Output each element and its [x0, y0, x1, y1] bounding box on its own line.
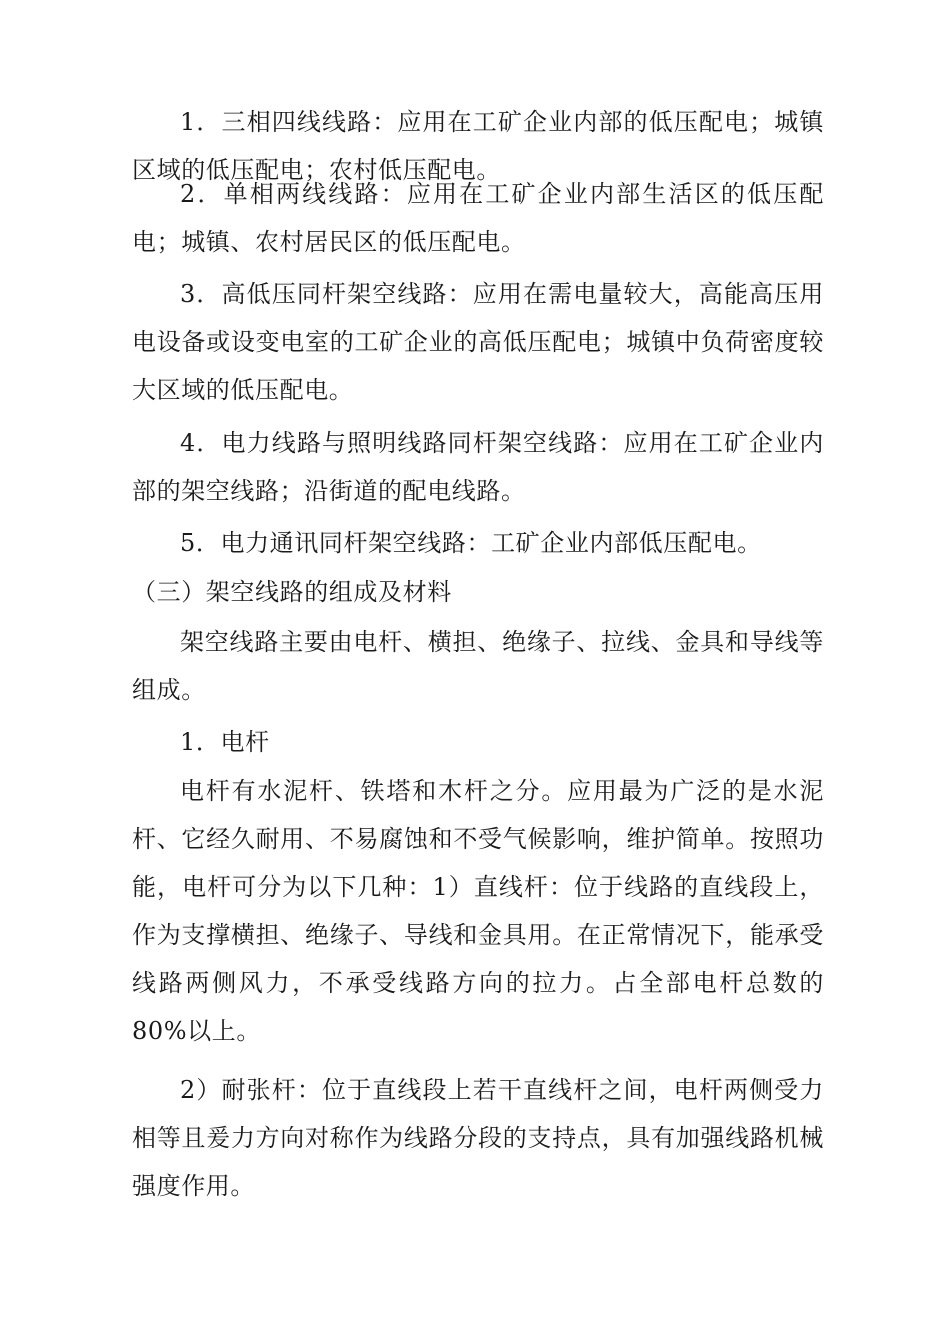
paragraph-power-communication-shared-pole: 5．电力通讯同杆架空线路：工矿企业内部低压配电。	[180, 529, 762, 557]
paragraph-pole-types: 电杆有水泥杆、铁塔和木杆之分。应用最为广泛的是水泥杆、它经久耐用、不易腐蚀和不受气候影响，维护简单。按照功能，电杆可分为以下几种：1）直线杆：位于线路的直线段上，作为支撑横担、绝缘子、导线和金具用。在正常情况下，能承受线路两侧风力，不承受线路方向的拉力。占全部电杆总数的80%以上。	[132, 777, 824, 1045]
paragraph-three-phase-four-wire: 1．三相四线线路：应用在工矿企业内部的低压配电；城镇区域的低压配电；农村低压配电。	[132, 108, 824, 184]
section-heading-overhead-line-composition: （三）架空线路的组成及材料	[132, 578, 452, 606]
paragraph-high-low-voltage-shared-pole: 3．高低压同杆架空线路：应用在需电量较大，高能高压用电设备或设变电室的工矿企业的高低压配电；城镇中负荷密度较大区域的低压配电。	[132, 280, 824, 404]
paragraph-tension-pole: 2）耐张杆：位于直线段上若干直线杆之间，电杆两侧受力相等且爰力方向对称作为线路分段的支持点，具有加强线路机械强度作用。	[132, 1076, 824, 1200]
paragraph-overhead-line-components: 架空线路主要由电杆、横担、绝缘子、拉线、金具和导线等组成。	[132, 628, 824, 704]
paragraph-single-phase-two-wire: 2．单相两线线路：应用在工矿企业内部生活区的低压配电；城镇、农村居民区的低压配电。	[132, 180, 824, 256]
paragraph-power-lighting-shared-pole: 4．电力线路与照明线路同杆架空线路：应用在工矿企业内部的架空线路；沿街道的配电线路。	[132, 429, 824, 505]
subheading-electric-pole: 1．电杆	[180, 728, 270, 756]
